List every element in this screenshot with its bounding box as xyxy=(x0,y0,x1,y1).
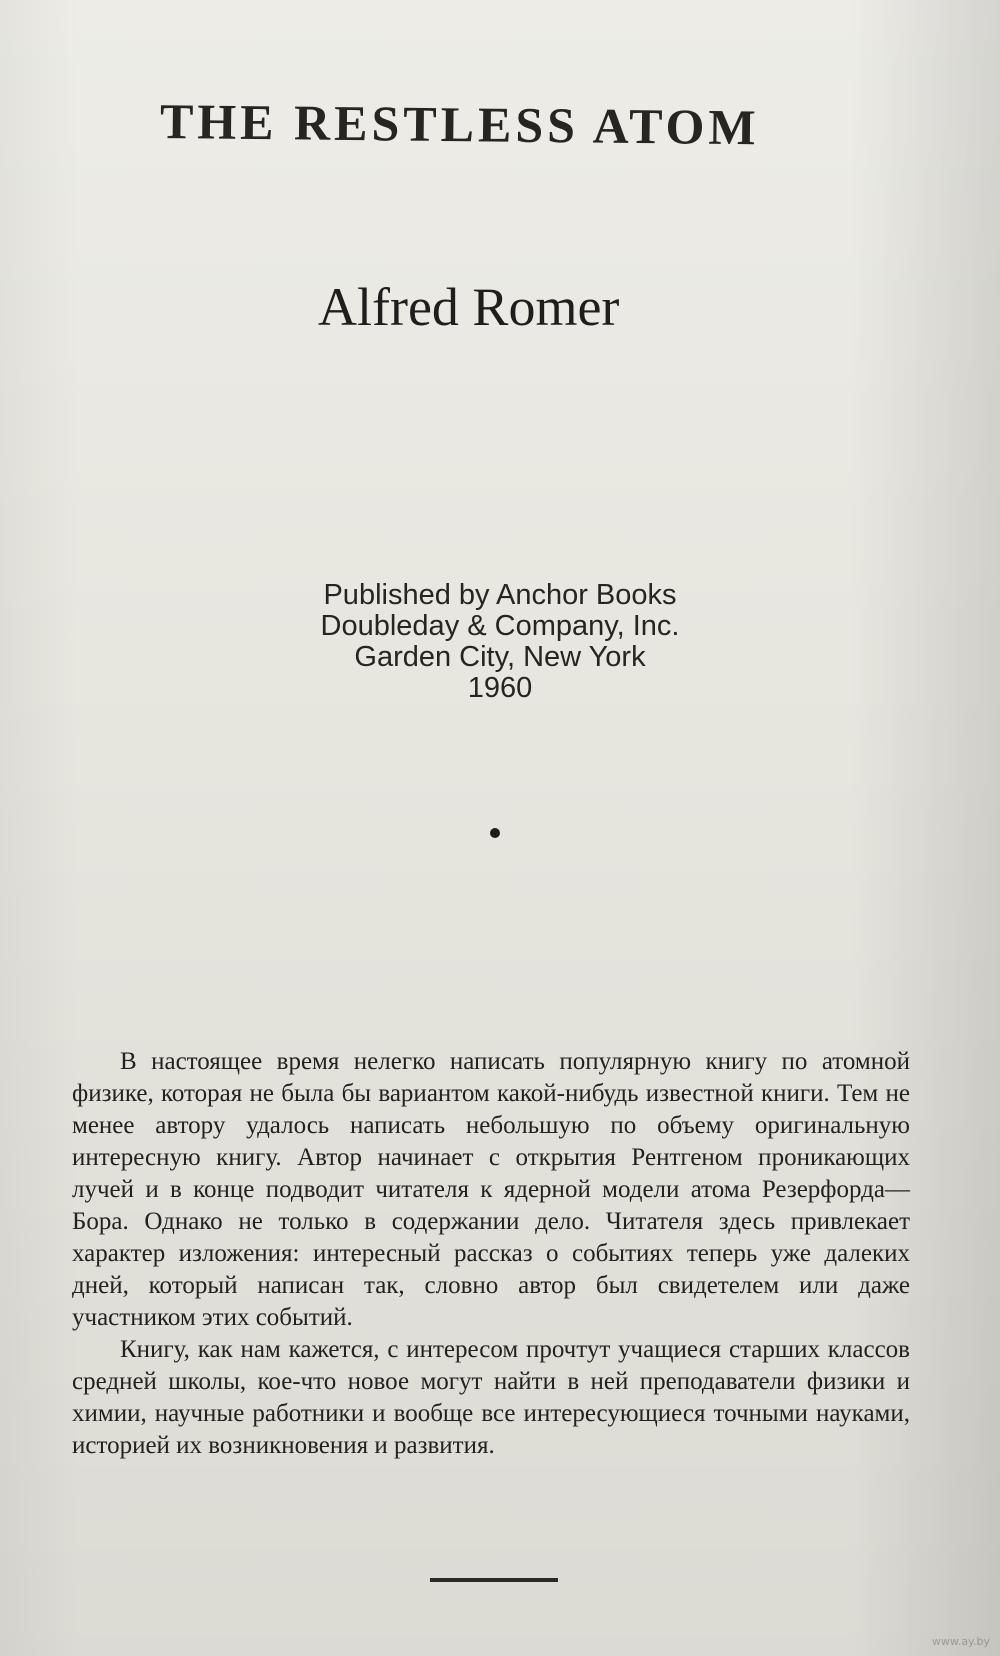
publisher-city: Garden City, New York xyxy=(354,641,646,673)
publisher-line: Published by Anchor Books xyxy=(323,579,677,611)
ornament-dot xyxy=(490,828,500,838)
bottom-rule-divider xyxy=(430,1578,558,1582)
book-title: THE RESTLESS ATOM xyxy=(159,93,760,156)
book-author: Alfred Romer xyxy=(318,277,620,337)
site-watermark: www.ay.by xyxy=(931,1635,990,1648)
annotation-paragraph-2: Книгу, как нам кажется, с интересом прочтут учащиеся старших классов средней школы, кое-что новое могут найти в ней преподаватели физики и химии, научные работники и вообще все интересующиеся точными науками, историей их возникновения и развития. xyxy=(72,1336,910,1459)
publisher-block xyxy=(290,580,710,704)
book-annotation xyxy=(72,1046,910,1462)
publication-year: 1960 xyxy=(467,672,533,704)
annotation-paragraph-1: В настоящее время нелегко написать популярную книгу по атомной физике, которая не была бы вариантом какой-нибудь известной книги. Тем не менее автору удалось написать небольшую по объему оригинальную интересную книгу. Автор начинает с открытия Рентгеном проникающих лучей и в конце подводит читателя к ядерной модели атома Резерфорда—Бора. Однако не только в содержании дело. Читателя здесь привлекает характер изложения: интересный рассказ о событиях теперь уже далеких дней, который написан так, словно автор был свидетелем или даже участником этих событий. xyxy=(72,1048,910,1331)
publisher-company: Doubleday & Company, Inc. xyxy=(320,610,680,642)
